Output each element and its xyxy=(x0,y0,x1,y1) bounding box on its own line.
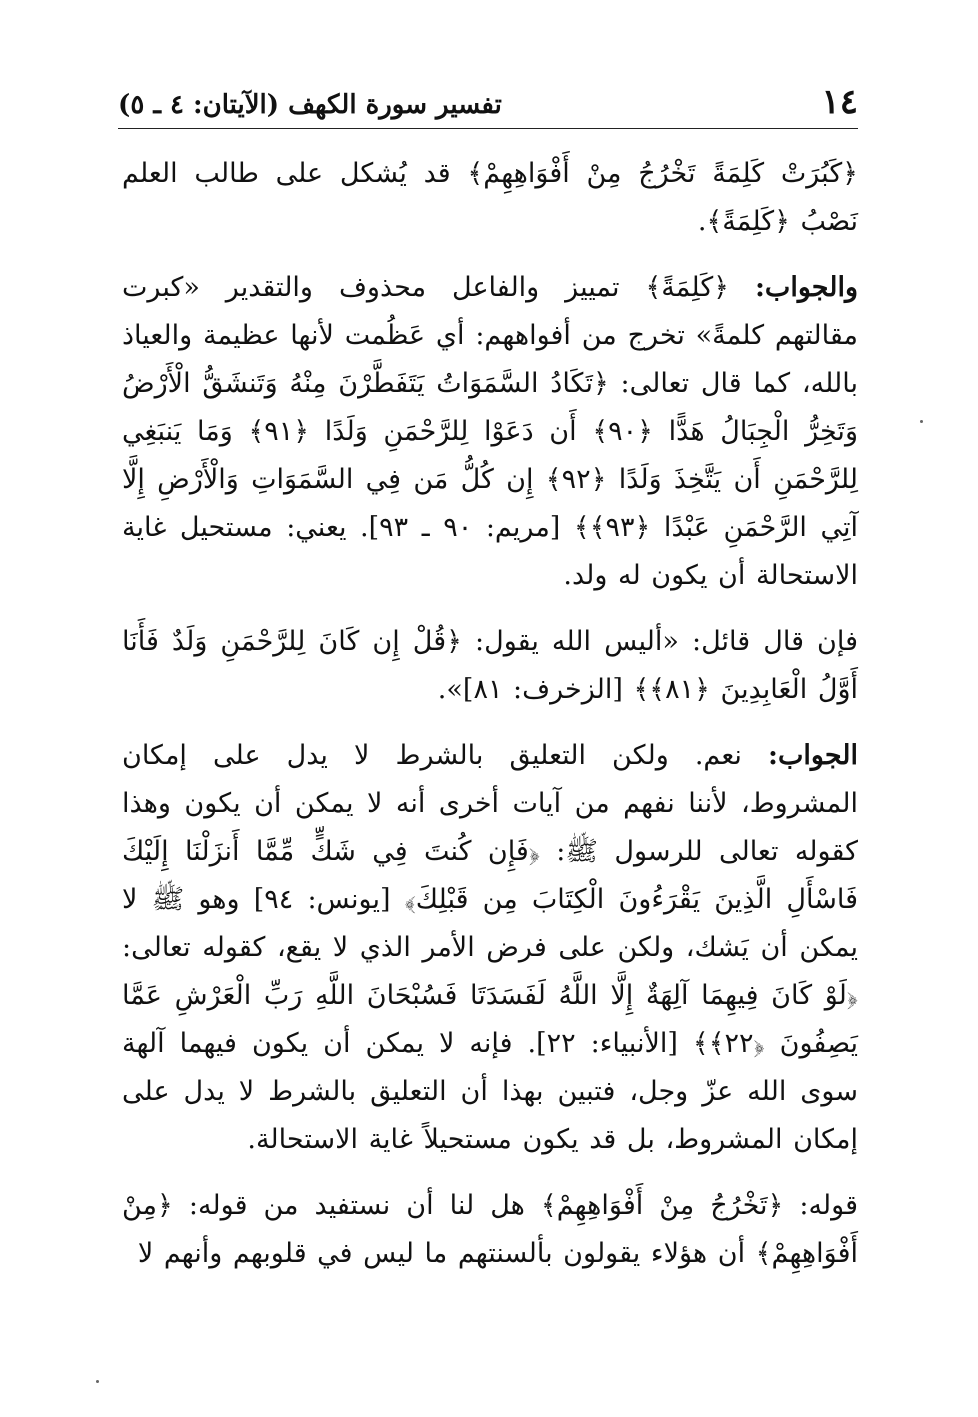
scan-speck xyxy=(920,420,923,423)
page-body xyxy=(122,150,858,1296)
paragraph xyxy=(122,264,858,600)
page-number: ١٤ xyxy=(821,82,858,122)
scan-speck xyxy=(96,1380,99,1383)
paragraph-text: ﴿كَبُرَتْ كَلِمَةً تَخْرُجُ مِنْ أَفْوَاهِهِمْ﴾ قد يُشكل على طالب العلم نَصْبُ ﴿كَلِمَةً﴾. xyxy=(122,158,858,237)
paragraph xyxy=(122,150,858,246)
running-title: تفسير سورة الكهف (الآيتان: ٤ ـ ٥) xyxy=(118,90,502,120)
paragraph-text: نعم. ولكن التعليق بالشرط لا يدل على إمكان المشروط، لأننا نفهم من آيات أخرى أنه لا يمكن أن يكون وهذا كقوله تعالى للرسول ﷺ: ﴿فَإِن كُنتَ فِي شَكٍّ مِّمَّا أَنزَلْنَا إِلَيْكَ فَاسْأَلِ الَّذِينَ يَقْرَءُونَ الْكِتَابَ مِن قَبْلِكَ﴾ [يونس: ٩٤] وهو ﷺ لا يمكن أن يَشك، ولكن على فرض الأمر الذي لا يقع، كقوله تعالى: ﴿لَوْ كَانَ فِيهِمَا آلِهَةٌ إِلَّا اللَّهُ لَفَسَدَتَا فَسُبْحَانَ اللَّهِ رَبِّ الْعَرْشِ عَمَّا يَصِفُونَ ﴿٢٢﴾﴾ [الأنبياء: ٢٢]. فإنه لا يمكن أن يكون فيهما آلهة سوى الله عزّ وجل، فتبين بهذا أن التعليق بالشرط لا يدل على إمكان المشروط، بل قد يكون مستحيلاً غاية الاستحالة. xyxy=(122,740,858,1155)
paragraph-text: قوله: ﴿تَخْرُجُ مِنْ أَفْوَاهِهِمْ﴾ هل لنا أن نستفيد من قوله: ﴿مِنْ أَفْوَاهِهِمْ﴾ أن هؤلاء يقولون بألسنتهم ما ليس في قلوبهم وأنهم لا xyxy=(122,1190,858,1269)
paragraph xyxy=(122,618,858,714)
paragraph xyxy=(122,732,858,1164)
header-divider xyxy=(118,128,858,129)
paragraph-text: فإن قال قائل: «أليس الله يقول: ﴿قُلْ إِن كَانَ لِلرَّحْمَنِ وَلَدٌ فَأَنَا أَوَّلُ الْعَابِدِينَ ﴿٨١﴾﴾ [الزخرف: ٨١]». xyxy=(122,626,858,705)
paragraph-label: والجواب: xyxy=(754,272,858,303)
paragraph-label: الجواب: xyxy=(768,740,858,771)
paragraph-text: ﴿كَلِمَةً﴾ تمييز والفاعل محذوف والتقدير «كبرت مقالتهم كلمةً» تخرج من أفواههم: أي عَظُمت لأنها عظيمة والعياذ بالله، كما قال تعالى: ﴿تَكَادُ السَّمَوَاتُ يَتَفَطَّرْنَ مِنْهُ وَتَنشَقُّ الْأَرْضُ وَتَخِرُّ الْجِبَالُ هَدًّا ﴿٩٠﴾ أَن دَعَوْا لِلرَّحْمَنِ وَلَدًا ﴿٩١﴾ وَمَا يَنبَغِي لِلرَّحْمَنِ أَن يَتَّخِذَ وَلَدًا ﴿٩٢﴾ إِن كُلُّ مَن فِي السَّمَوَاتِ وَالْأَرْضِ إِلَّا آتِي الرَّحْمَنِ عَبْدًا ﴿٩٣﴾﴾ [مريم: ٩٠ ـ ٩٣]. يعني: مستحيل غاية الاستحالة أن يكون له ولد. xyxy=(122,272,859,591)
paragraph xyxy=(122,1182,858,1278)
page-header xyxy=(118,82,858,126)
